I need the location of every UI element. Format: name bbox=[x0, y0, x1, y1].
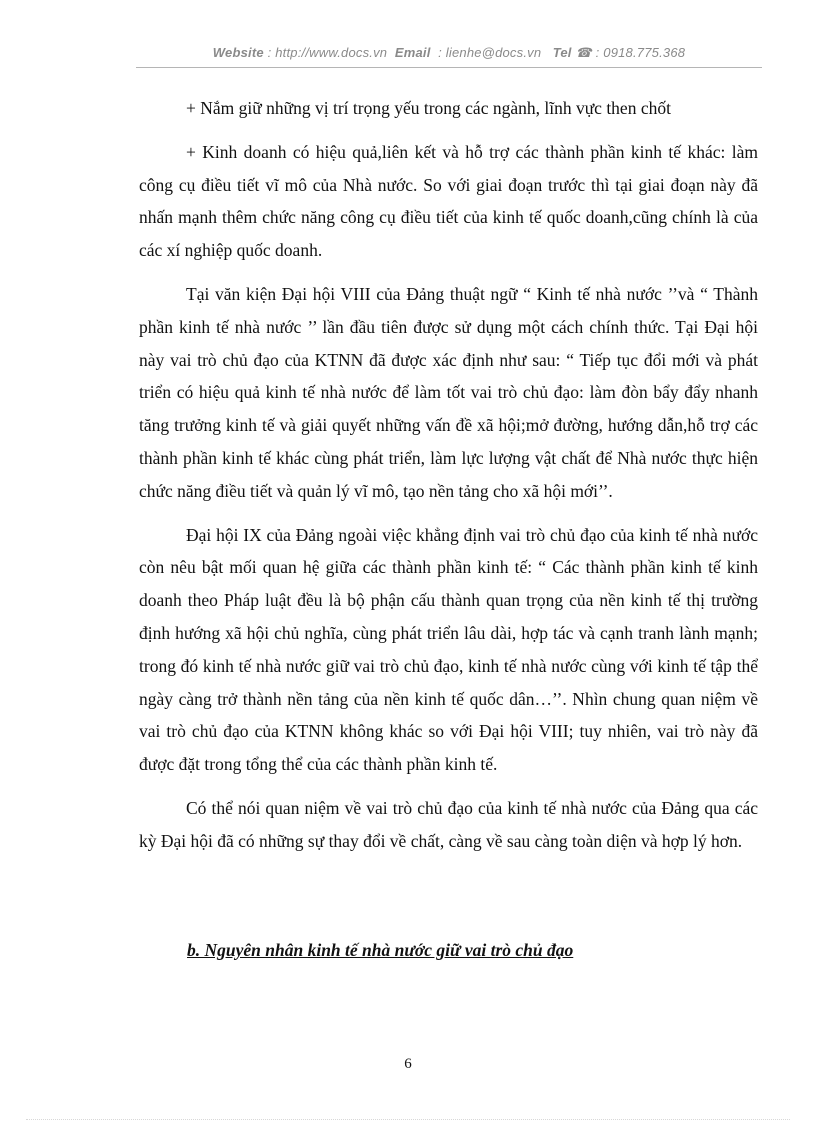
paragraph-1: + Nắm giữ những vị trí trọng yếu trong các ngành, lĩnh vực then chốt bbox=[186, 98, 671, 118]
footer-divider bbox=[26, 1119, 790, 1120]
paragraph-2: + Kinh doanh có hiệu quả,liên kết và hỗ trợ các thành phần kinh tế khác: làm công cụ điều tiết vĩ mô của Nhà nước. So với giai đoạn trước thì tại giai đoạn này đã nhấn mạnh thêm chức năng công cụ điều tiết của kinh tế quốc doanh,cũng chính là của các xí nghiệp quốc doanh. bbox=[139, 141, 758, 261]
website-value: : http://www.docs.vn bbox=[267, 45, 388, 60]
paragraph-3: Tại văn kiện Đại hội VIII của Đảng thuật ngữ “ Kinh tế nhà nước ’’và “ Thành phần kinh tế nhà nước ’’ lần đầu tiên được sử dụng một cách chính thức. Tại Đại hội này vai trò chủ đạo của KTNN đã được xác định như sau: “ Tiếp tục đổi mới và phát triển có hiệu quả kinh tế nhà nước để làm tốt vai trò chủ đạo: làm đòn bẩy đẩy nhanh tăng trưởng kinh tế và giải quyết những vấn đề xã hội;mở đường, hướng dẫn,hỗ trợ các thành phần kinh tế khác cùng phát triển, làm lực lượng vật chất để Nhà nước thực hiện chức năng điều tiết và quản lý vĩ mô, tạo nền tảng cho xã hội mới’’. bbox=[139, 283, 758, 501]
paragraph-4: Đại hội IX của Đảng ngoài việc khẳng định vai trò chủ đạo của kinh tế nhà nước còn nêu bật mối quan hệ giữa các thành phần kinh tế: “ Các thành phần kinh tế kinh doanh theo Pháp luật đều là bộ phận cấu thành quan trọng của nền kinh tế thị trường định hướng xã hội chủ nghĩa, cùng phát triển lâu dài, hợp tác và cạnh tranh lành mạnh; trong đó kinh tế nhà nước giữ vai trò chủ đạo, kinh tế nhà nước cùng với kinh tế tập thể ngày càng trở thành nền tảng của nền kinh tế quốc dân…’’. Nhìn chung quan niệm về vai trò chủ đạo của KTNN không khác so với Đại hội VIII; tuy nhiên, vai trò này đã được đặt trong tổng thể của các thành phần kinh tế. bbox=[139, 524, 758, 775]
paragraph-5: Có thể nói quan niệm về vai trò chủ đạo của kinh tế nhà nước của Đảng qua các kỳ Đại hội đã có những sự thay đổi về chất, càng về sau càng toàn diện và hợp lý hơn. bbox=[139, 797, 758, 851]
document-body bbox=[139, 92, 758, 869]
email-value: : lienhe@docs.vn bbox=[438, 45, 542, 60]
tel-value: ☎ : 0918.775.368 bbox=[575, 45, 686, 60]
tel-label: Tel bbox=[552, 45, 572, 60]
email-label: Email bbox=[394, 45, 431, 60]
header-divider bbox=[136, 67, 762, 68]
website-label: Website bbox=[212, 45, 264, 60]
section-heading: b. Nguyên nhân kinh tế nhà nước giữ vai trò chủ đạo bbox=[187, 940, 574, 960]
page-number: 6 bbox=[404, 1056, 412, 1072]
page-header bbox=[136, 45, 762, 67]
